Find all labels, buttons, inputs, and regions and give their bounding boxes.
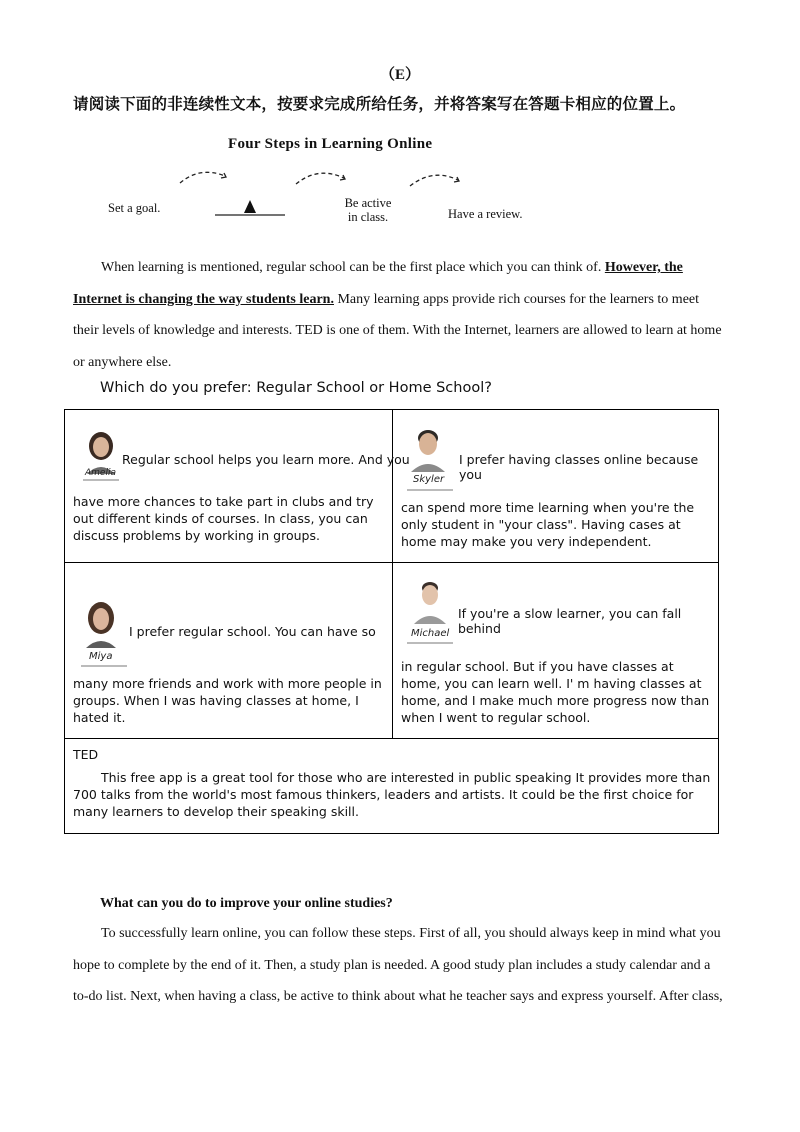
miya-quote-rest: many more friends and work with more people in groups. When I was having classes at home, I hated it. (73, 676, 382, 725)
skyler-avatar (408, 424, 448, 480)
michael-quote-rest: in regular school. But if you have classes at home, you can learn well. I' m having classes at home, and I make much more progress now than when I went to regular school. (401, 659, 710, 725)
michael-avatar (410, 576, 450, 632)
ted-description-text: This free app is a great tool for those who are interested in public speaking It provides more than 700 talks from the world's most famous thinkers, leaders and artists. It could be the first choice for many learners to develop their speaking skill. (73, 770, 711, 819)
skyler-name: Skyler (413, 474, 445, 485)
intro-text-1: When learning is mentioned, regular school can be the first place which you can think of. (101, 260, 605, 275)
step-be-active: Be active in class. (344, 196, 392, 224)
opinion-table (64, 409, 719, 834)
miya-underline (81, 664, 127, 668)
diagram-title: Four Steps in Learning Online (228, 136, 433, 152)
michael-quote-first: If you're a slow learner, you can fall behind (458, 606, 682, 636)
amelia-quote-first: Regular school helps you learn more. And you (122, 452, 410, 467)
ted-description (73, 769, 713, 820)
skyler-quote-first: I prefer having classes online because you (459, 452, 699, 482)
michael-underline (407, 641, 453, 645)
intro-text-2: Many learning apps provide rich courses for the learners to meet their levels of knowledge and interests. TED is one of them. With the Internet, learners are allowed to learn at home or anywhere else. (73, 291, 722, 370)
table-heading: Which do you prefer: Regular School or Home School? (100, 380, 492, 396)
michael-name: Michael (411, 628, 450, 639)
skyler-underline (407, 488, 453, 492)
bottom-paragraph-text: To successfully learn online, you can follow these steps. First of all, you should always keep in mind what you hope to complete by the end of it. Then, a study plan is needed. A good study plan includes a study calendar and a to-do list. Next, when having a class, be active to think about what he teacher says and express yourself. After class, (73, 926, 723, 1004)
miya-name: Miya (89, 651, 113, 662)
task-instruction: 请阅读下面的非连续性文本，按要求完成所给任务，并将答案写在答题卡相应的位置上。 (73, 95, 686, 113)
step-set-goal: Set a goal. (108, 201, 161, 215)
amelia-quote-rest: have more chances to take part in clubs and try out different kinds of courses. In class, you can discuss problems by working in groups. (73, 494, 374, 543)
skyler-quote-rest: can spend more time learning when you're the only student in "your class". Having cases at home may make you very independent. (401, 500, 695, 549)
section-label: （E） (379, 67, 420, 83)
step-review: Have a review. (448, 207, 523, 221)
bottom-paragraph (73, 918, 728, 1013)
steps-diagram (100, 128, 540, 238)
row-divider (65, 738, 718, 739)
miya-avatar (81, 598, 121, 654)
ted-name: TED (73, 747, 99, 762)
intro-emphasis: However, the Internet is changing the way students learn. (73, 260, 683, 307)
intro-paragraph (73, 252, 728, 378)
amelia-name: Amelia (85, 468, 116, 478)
row-divider (65, 562, 718, 563)
miya-quote-first: I prefer regular school. You can have so (129, 624, 376, 639)
bottom-heading: What can you do to improve your online studies? (100, 896, 393, 911)
